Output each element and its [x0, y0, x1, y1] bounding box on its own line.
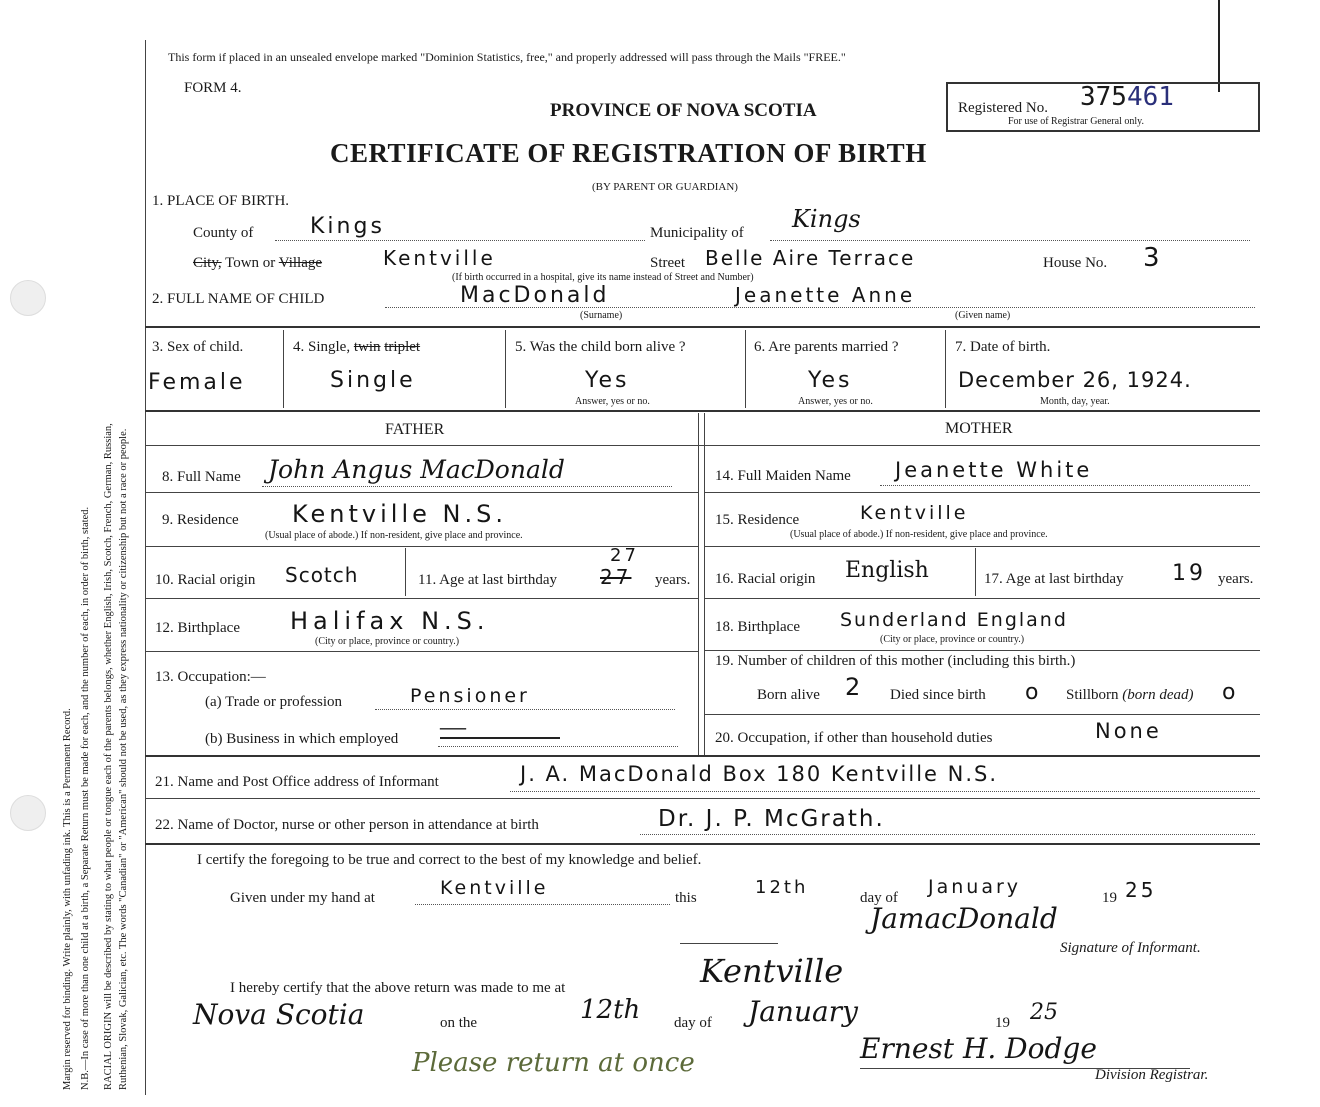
registrar-note: For use of Registrar General only.: [1008, 116, 1144, 127]
mother-row-line-4: [704, 650, 1260, 651]
this-label: this: [675, 890, 697, 906]
father-residence-note: (Usual place of abode.) If non-resident, give place and province.: [265, 530, 523, 541]
twin-text: twin: [353, 339, 381, 355]
side-note-margin: Margin reserved for binding. Write plainly, with unfading ink. This is a Permanent Record.: [62, 708, 73, 1090]
given-place-line: [415, 904, 670, 905]
father-racial-div: [405, 548, 406, 596]
street-value: Belle Aire Terrace: [705, 246, 916, 270]
binding-hole-bottom: [10, 795, 46, 831]
father-residence-label: 9. Residence: [162, 512, 239, 528]
child-surname: MacDonald: [460, 283, 610, 308]
surname-caption: (Surname): [580, 310, 623, 321]
father-birthplace-note: (City or place, province or country.): [315, 636, 460, 647]
business-line: [438, 746, 678, 747]
sex-label: 3. Sex of child.: [152, 339, 244, 355]
stillborn-value: o: [1222, 680, 1239, 705]
street-label: Street: [650, 255, 685, 271]
child-name-label: 2. FULL NAME OF CHILD: [152, 291, 325, 307]
doctor-value: Dr. J. P. McGrath.: [658, 806, 885, 832]
col-div-4: [945, 330, 946, 408]
day-of-label: day of: [860, 890, 898, 906]
mother-residence-label: 15. Residence: [715, 512, 800, 528]
stillborn-note: (born dead): [1122, 687, 1194, 703]
trade-label: (a) Trade or profession: [205, 694, 343, 710]
divider-5: [145, 843, 1260, 845]
municipality-line: [770, 240, 1250, 241]
mother-row-line-1: [704, 492, 1260, 493]
village-label: Village: [278, 255, 323, 271]
on-the-label: on the: [440, 1015, 478, 1031]
town-value: Kentville: [383, 246, 496, 270]
business-value: —: [440, 712, 466, 741]
married-note: Answer, yes or no.: [798, 396, 873, 407]
triplet-text: triplet: [384, 339, 421, 355]
reg-year-suffix: 25: [1030, 1000, 1058, 1025]
mother-age-value: 19: [1172, 561, 1206, 586]
mother-residence-note: (Usual place of abode.) If non-resident, give place and province.: [790, 529, 1048, 540]
stillborn-label: [1066, 687, 1194, 704]
died-value: o: [1025, 680, 1042, 705]
hereby-label: I hereby certify that the above return was made to me at: [230, 980, 566, 996]
place-heading: 1. PLACE OF BIRTH.: [152, 193, 290, 209]
child-given-name: Jeanette Anne: [735, 283, 916, 307]
form-number: FORM 4.: [184, 80, 242, 96]
col-div-3: [745, 330, 746, 408]
year-prefix: 19: [1102, 890, 1117, 906]
house-value: 3: [1143, 243, 1163, 273]
informant-line: [510, 791, 1255, 792]
short-rule: [680, 943, 778, 944]
father-birthplace-label: 12. Birthplace: [155, 620, 240, 636]
divider-2: [145, 410, 1260, 412]
informant-signature: JamacDonald: [870, 902, 1058, 935]
municipality-label: Municipality of: [650, 225, 744, 241]
side-note-racial-1: RACIAL ORIGIN will be described by stating to what people or tongue each of the parents belongs, whether English, Irish, Scotch, French, German, Russian,: [103, 423, 114, 1090]
municipality-value: Kings: [792, 205, 861, 233]
mother-age-label: 17. Age at last birthday: [984, 571, 1124, 587]
single-value: Single: [330, 368, 416, 393]
edge-mark: [1218, 0, 1220, 92]
alive-value: Yes: [585, 368, 630, 393]
divider-1: [145, 326, 1260, 328]
center-divider-b: [704, 413, 705, 755]
hospital-note: (If birth occurred in a hospital, give its name instead of Street and Number): [452, 272, 754, 283]
county-value: Kings: [310, 214, 385, 239]
born-alive-value: 2: [845, 673, 864, 701]
side-note-nb: N.B.—In case of more than one child at a birth, a Separate Return must be made for each, and the number of each, in order of birth, stated.: [80, 506, 91, 1090]
single-text: 4. Single,: [293, 339, 351, 355]
mother-years: years.: [1218, 571, 1254, 587]
alive-note: Answer, yes or no.: [575, 396, 650, 407]
father-row-line-1: [145, 492, 698, 493]
trade-line: [375, 709, 675, 710]
father-age-struck: 27: [600, 565, 632, 589]
col-div-2: [505, 330, 506, 408]
married-value: Yes: [808, 368, 853, 393]
city-town-label: [193, 255, 322, 272]
registrar-place: Kentville: [700, 952, 844, 990]
informant-value: J. A. MacDonald Box 180 Kentville N.S.: [520, 762, 999, 786]
dob-value: December 26, 1924.: [958, 368, 1192, 392]
father-age-label: 11. Age at last birthday: [418, 572, 557, 588]
business-label: (b) Business in which employed: [205, 731, 399, 747]
province-title: PROVINCE OF NOVA SCOTIA: [550, 100, 817, 121]
father-heading: FATHER: [385, 421, 445, 438]
mother-racial-value: English: [845, 558, 929, 583]
mother-racial-div: [975, 548, 976, 596]
died-label: Died since birth: [890, 687, 986, 703]
trade-value: Pensioner: [410, 685, 530, 707]
county-line: [275, 240, 645, 241]
given-label: Given under my hand at: [230, 890, 375, 906]
registered-box: [946, 82, 1260, 132]
married-label: 6. Are parents married ?: [754, 339, 899, 355]
father-occupation-label: 13. Occupation:—: [155, 669, 266, 685]
mother-birthplace-note: (City or place, province or country.): [880, 634, 1025, 645]
mail-notice: This form if placed in an unsealed envelope marked "Dominion Statistics, free," and properly addressed will pass through the Mails "FREE.": [168, 50, 846, 64]
registered-number-stamp: 461: [1127, 82, 1174, 112]
mother-row-line-2: [704, 546, 1260, 547]
mother-heading: MOTHER: [945, 420, 1013, 437]
divider-4: [145, 798, 1260, 799]
father-name-value: John Angus MacDonald: [268, 455, 565, 484]
given-caption: (Given name): [955, 310, 1011, 321]
stillborn-text: Stillborn: [1066, 687, 1119, 703]
mother-birthplace-label: 18. Birthplace: [715, 619, 800, 635]
born-alive-label: Born alive: [757, 687, 820, 703]
children-label: 19. Number of children of this mother (including this birth.): [715, 653, 1076, 669]
form-left-border: [145, 40, 146, 1095]
city-label: City,: [193, 255, 222, 271]
town-label: Town or: [221, 255, 276, 271]
mother-residence-value: Kentville: [860, 502, 969, 524]
single-label: [293, 339, 420, 356]
signature-caption: Signature of Informant.: [1060, 940, 1201, 956]
house-label: House No.: [1043, 255, 1108, 271]
child-name-line: [385, 307, 1255, 308]
given-place: Kentville: [440, 877, 549, 899]
mother-name-line: [880, 485, 1250, 486]
father-years: years.: [655, 572, 691, 588]
mother-name-label: 14. Full Maiden Name: [715, 468, 851, 484]
province-handwritten: Nova Scotia: [193, 998, 365, 1031]
father-row-line-3: [145, 598, 698, 599]
return-note: Please return at once: [412, 1048, 695, 1078]
dob-label: 7. Date of birth.: [955, 339, 1051, 355]
binding-hole-top: [10, 280, 46, 316]
dob-note: Month, day, year.: [1040, 396, 1110, 407]
father-residence-value: Kentville N.S.: [292, 500, 507, 528]
father-racial-value: Scotch: [285, 563, 359, 587]
registered-number-print: 375: [1080, 82, 1127, 112]
reg-day-of-label: day of: [674, 1015, 712, 1031]
father-birthplace-value: Halifax N.S.: [290, 607, 490, 635]
registrar-signature: Ernest H. Dodge: [860, 1032, 1097, 1065]
given-month: January: [928, 876, 1022, 898]
divider-3: [145, 755, 1260, 757]
registered-label: Registered No.: [958, 100, 1048, 116]
col-div-1: [283, 330, 284, 408]
registrar-month: January: [748, 995, 858, 1028]
reg-year-prefix: 19: [995, 1015, 1010, 1031]
mother-occupation-label: 20. Occupation, if other than household duties: [715, 730, 993, 746]
alive-label: 5. Was the child born alive ?: [515, 339, 686, 355]
given-day: 12th: [755, 877, 809, 898]
informant-label: 21. Name and Post Office address of Informant: [155, 774, 439, 790]
registrar-day: 12th: [580, 995, 641, 1025]
father-row-line-4: [145, 651, 698, 652]
doctor-line: [640, 834, 1255, 835]
father-name-label: 8. Full Name: [162, 469, 241, 485]
father-name-line: [262, 486, 672, 487]
doctor-label: 22. Name of Doctor, nurse or other person in attendance at birth: [155, 817, 539, 833]
certificate-title: CERTIFICATE OF REGISTRATION OF BIRTH: [330, 138, 927, 168]
business-dash: [440, 737, 560, 739]
county-label: County of: [193, 225, 254, 241]
mother-row-line-3: [704, 598, 1260, 599]
registrar-caption: Division Registrar.: [1095, 1067, 1209, 1083]
certificate-subtitle: (BY PARENT OR GUARDIAN): [592, 181, 738, 193]
side-note-racial-2: Ruthenian, Slovak, Galician, etc. The words "Canadian" or "American" should not be used, as they express nationality or citizenship but not a race or people.: [118, 428, 129, 1090]
father-racial-label: 10. Racial origin: [155, 572, 256, 588]
father-age-value: 27: [610, 545, 639, 566]
mother-name-value: Jeanette White: [895, 458, 1093, 482]
mother-birthplace-value: Sunderland England: [840, 609, 1068, 631]
mother-row-line-5: [704, 714, 1260, 715]
certify-statement: I certify the foregoing to be true and correct to the best of my knowledge and belief.: [197, 852, 702, 868]
center-divider-a: [698, 413, 699, 755]
sex-value: Female: [148, 370, 246, 395]
mother-racial-label: 16. Racial origin: [715, 571, 816, 587]
year-suffix: 25: [1125, 878, 1157, 902]
mother-occupation-value: None: [1095, 719, 1162, 743]
father-mother-head-line: [145, 445, 1260, 446]
